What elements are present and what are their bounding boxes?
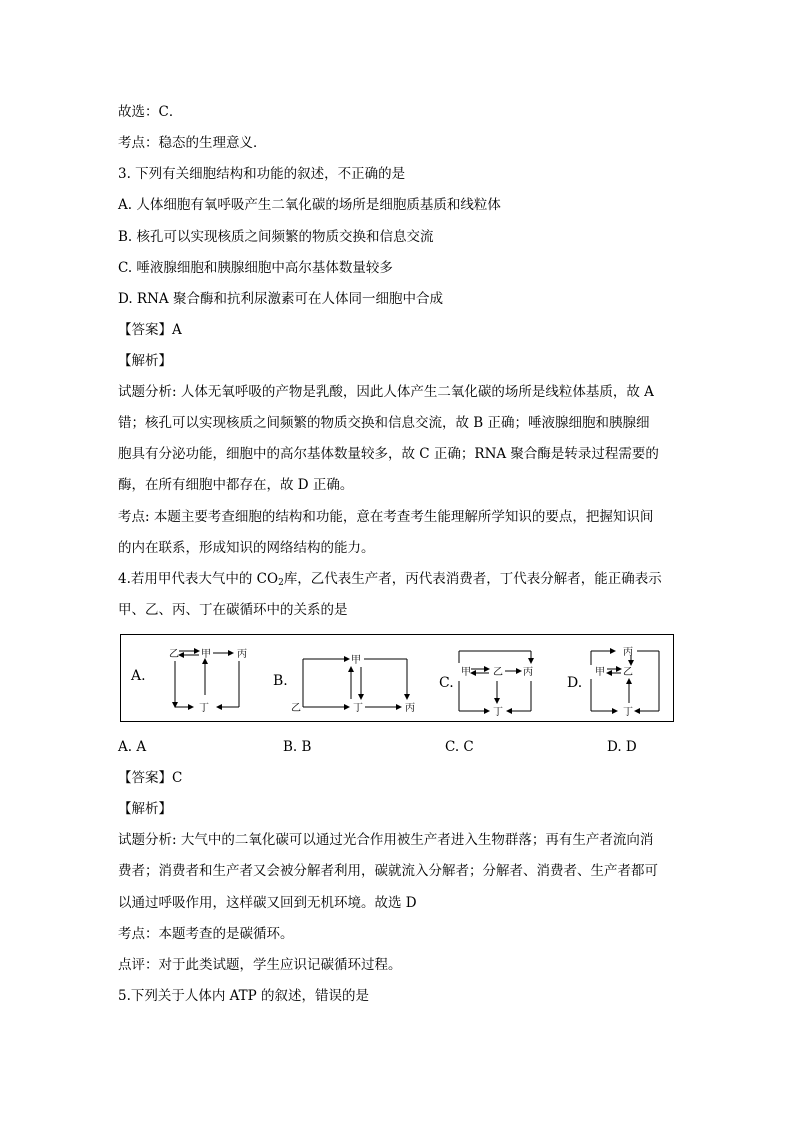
carbon-cycle-figure — [120, 634, 674, 722]
node-ding: 丁 — [199, 703, 209, 714]
diagram-label-b: B. — [273, 673, 288, 689]
question-4-stem: 4.若用甲代表大气中的 $CO_2$库，乙代表生产者，丙代表消费者，丁代表分解者，能正确表示 — [118, 571, 662, 588]
node-jia: 甲 — [201, 649, 211, 660]
node-ding: 丁 — [493, 707, 503, 718]
node-ding: 丁 — [353, 703, 363, 714]
diagram-label-a: A. — [131, 668, 146, 684]
node-bing: 丙 — [237, 649, 247, 660]
text-line: 故选：C． — [118, 104, 183, 120]
analysis-text: 以通过呼吸作用，这样碳又回到无机环境。故选 D — [118, 895, 417, 911]
analysis-label: 【解析】 — [118, 801, 172, 817]
knowledge-point: 考点: 本题主要考查细胞的结构和功能，意在考查考生能理解所学知识的要点，把握知识间 — [118, 509, 654, 525]
question-3-option-d: D. RNA 聚合酶和抗利尿激素可在人体同一细胞中合成 — [118, 291, 443, 307]
question-4-option-b: B. B — [283, 739, 312, 755]
question-4-option-c: C. C — [445, 739, 474, 755]
analysis-label: 【解析】 — [118, 353, 172, 369]
question-3-option-c: C. 唾液腺细胞和胰腺细胞中高尔基体数量较多 — [118, 260, 393, 276]
analysis-text: 胞具有分泌功能，细胞中的高尔基体数量较多，故 C 正确；RNA 聚合酶是转录过程需要的 — [118, 446, 659, 462]
node-yi: 乙 — [291, 703, 301, 714]
diagram-label-c: C. — [439, 675, 454, 691]
node-ding: 丁 — [623, 707, 633, 718]
question-4-stem: 甲、乙、丙、丁在碳循环中的关系的是 — [118, 602, 348, 618]
node-bing: 丙 — [523, 667, 533, 678]
carbon-cycle-diagrams — [121, 635, 675, 723]
analysis-text: 错；核孔可以实现核质之间频繁的物质交换和信息交流，故 B 正确；唾液腺细胞和胰腺细 — [118, 415, 650, 431]
analysis-text: 酶，在所有细胞中都存在，故 D 正确。 — [118, 477, 354, 493]
analysis-text: 费者；消费者和生产者又会被分解者利用，碳就流入分解者；分解者、消费者、生产者都可 — [118, 863, 658, 879]
analysis-text: 试题分析: 大气中的二氧化碳可以通过光合作用被生产者进入生物群落；再有生产者流向消 — [118, 832, 654, 848]
question-3-stem: 3. 下列有关细胞结构和功能的叙述，不正确的是 — [118, 166, 406, 182]
node-yi: 乙 — [169, 649, 179, 660]
question-4-option-d: D. D — [607, 739, 637, 755]
knowledge-point: 的内在联系，形成知识的网络结构的能力。 — [118, 540, 375, 556]
question-3-option-b: B. 核孔可以实现核质之间频繁的物质交换和信息交流 — [118, 229, 434, 245]
node-jia: 甲 — [351, 655, 361, 666]
node-bing: 丙 — [623, 647, 633, 658]
node-yi: 乙 — [493, 667, 503, 678]
knowledge-point: 考点：本题考查的是碳循环。 — [118, 926, 294, 942]
question-3-option-a: A. 人体细胞有氧呼吸产生二氧化碳的场所是细胞质基质和线粒体 — [118, 197, 501, 213]
node-jia: 甲 — [461, 667, 471, 678]
node-bing: 丙 — [405, 703, 415, 714]
comment: 点评：对于此类试题，学生应识记碳循环过程。 — [118, 957, 402, 973]
diagram-label-d: D. — [567, 675, 583, 691]
question-4-option-a: A. A — [118, 739, 147, 755]
answer-label: 【答案】A — [118, 322, 182, 338]
text-line: 考点：稳态的生理意义． — [118, 135, 267, 151]
question-5-stem: 5.下列关于人体内 ATP 的叙述，错误的是 — [118, 988, 370, 1004]
node-jia: 甲 — [595, 667, 605, 678]
answer-label: 【答案】C — [118, 770, 183, 786]
node-yi: 乙 — [623, 667, 633, 678]
analysis-text: 试题分析: 人体无氧呼吸的产物是乳酸，因此人体产生二氧化碳的场所是线粒体基质，故 A — [118, 384, 654, 400]
